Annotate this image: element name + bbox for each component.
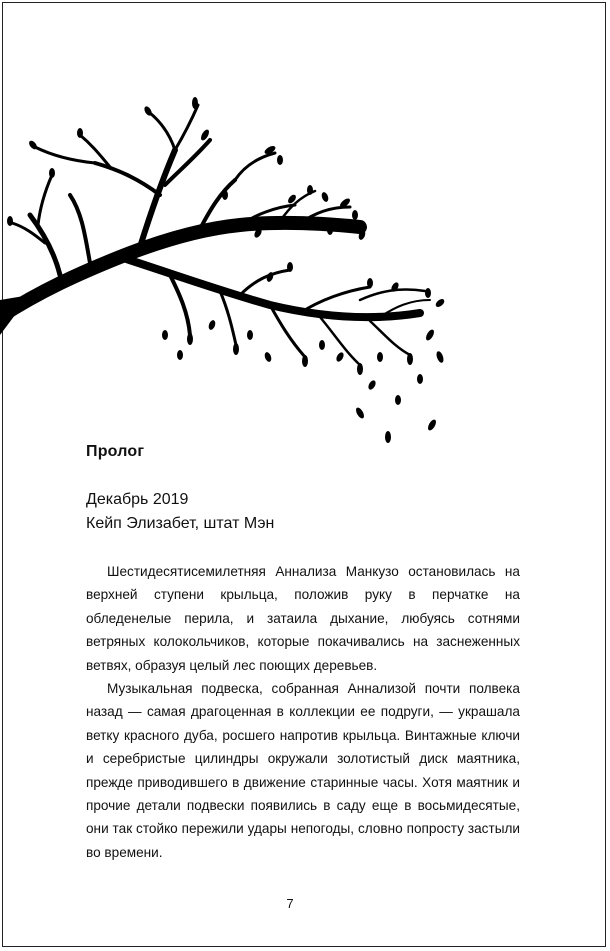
dateline-place: Кейп Элизабет, штат Мэн [86,515,275,532]
body-text [86,560,520,864]
chapter-title: Пролог [86,443,145,460]
page-number: 7 [286,896,294,911]
paragraph: Музыкальная подвеска, собранная Аннализой почти полвека назад — самая драгоценная в коллекции ее подруги, — украшала ветку красного дуба, росшего напротив крыльца. Винтажные ключи и серебристые цилиндры окружали золотистый диск маятника, прежде приводившего в движение старинные часы. Хотя маятник и прочие детали подвески появились в саду еще в восьмидесятые, они так стойко пережили удары непогоды, словно попросту застыли во времени. [86,681,520,860]
paragraph: Шестидесятисемилетняя Аннализа Манкузо остановилась на верхней ступени крыльца, положив руку в перчатке на обледенелые перила, и затаила дыхание, любуясь сотнями ветряных колокольчиков, которые покачивались на заснеженных ветвях, образуя целый лес поющих деревьев. [86,564,520,673]
tree-branch-illustration [0,95,460,455]
dateline-date: Декабрь 2019 [86,491,189,508]
dateline [86,488,274,536]
